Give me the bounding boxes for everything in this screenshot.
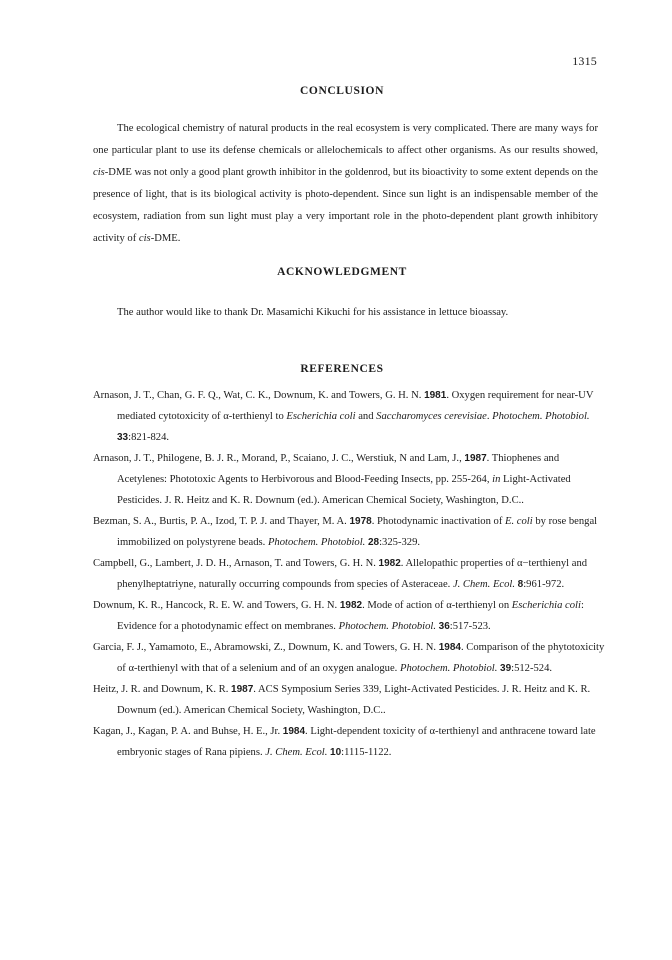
italic-text: cis xyxy=(138,232,151,244)
italic-text: Escherichia coli xyxy=(286,411,356,422)
italic-text: J. Chem. Ecol. xyxy=(265,747,328,758)
reference-year: 1984 xyxy=(438,642,461,653)
italic-text: Photochem. Photobiol. xyxy=(338,621,436,632)
reference-item: Arnason, J. T., Philogene, B. J. R., Morand, P., Scaiano, J. C., Werstiuk, N and Lam, J., 1987. Thiophenes and Acetylenes: Phototoxic Agents to Herbivorous and Blood-Feeding Insects, pp. 255-264, in Light-Activated Pesticides. J. R. Heitz and K. R. Downum (ed.). American Chemical Society, Washington, D.C.. xyxy=(93,453,571,506)
reference-year: 1987 xyxy=(231,684,254,695)
italic-text: Photochem. Photobiol. xyxy=(267,537,366,548)
italic-text: Escherichia coli xyxy=(511,600,581,611)
acknowledgment-heading: ACKNOWLEDGMENT xyxy=(277,265,407,278)
reference-item: Downum, K. R., Hancock, R. E. W. and Towers, G. H. N. 1982. Mode of action of α-terthienyl on Escherichia coli: Evidence for a photodynamic effect on membranes. Photochem. Photobiol. 36:517-523. xyxy=(93,600,584,632)
acknowledgment-paragraph: The author would like to thank Dr. Masamichi Kikuchi for his assistance in lettuce bioassay. xyxy=(117,306,509,318)
reference-volume: 10 xyxy=(330,747,342,758)
reference-volume: 36 xyxy=(438,621,450,632)
reference-volume: 28 xyxy=(367,537,380,548)
references-heading: REFERENCES xyxy=(300,362,384,375)
reference-year: 1981 xyxy=(424,390,447,401)
italic-text: E. coli xyxy=(505,516,533,527)
italic-text: in xyxy=(492,474,501,485)
reference-year: 1984 xyxy=(282,726,306,737)
reference-volume: 39 xyxy=(500,663,512,674)
italic-text: J. Chem. Ecol. xyxy=(452,579,516,590)
reference-item: Bezman, S. A., Burtis, P. A., Izod, T. P. J. and Thayer, M. A. 1978. Photodynamic inactivation of E. coli by rose bengal immobilized on polystyrene beads. Photochem. Photobiol. 28:325-329. xyxy=(93,516,598,548)
page-number: 1315 xyxy=(572,54,597,68)
reference-volume: 8 xyxy=(517,579,524,590)
italic-text: Saccharomyces cerevisiae xyxy=(376,411,487,422)
reference-item: Kagan, J., Kagan, P. A. and Buhse, H. E., Jr. 1984. Light-dependent toxicity of α-terthienyl and anthracene toward late embryonic stages of Rana pipiens. J. Chem. Ecol. 10:1115-1122. xyxy=(93,726,596,758)
conclusion-heading: CONCLUSION xyxy=(300,84,384,97)
reference-year: 1982 xyxy=(378,558,401,569)
reference-volume: 33 xyxy=(117,432,129,443)
italic-text: Photochem. Photobiol. xyxy=(399,663,498,674)
conclusion-paragraph: The ecological chemistry of natural products in the real ecosystem is very complicated. There are many ways for one particular plant to use its defense chemicals or allelochemicals to affect other organisms. As our results showed, cis-DME was not only a good plant growth inhibitor in the goldenrod, but its bioactivity to some extent depends on the presence of light, that is its biological activity is photo-dependent. Since sun light is an indispensable member of the ecosystem, radiation from sun light must play a very important role in the photo-dependent plant growth inhibitory activity of cis-DME. xyxy=(93,122,598,244)
references-list xyxy=(93,385,605,763)
reference-year: 1982 xyxy=(339,600,363,611)
reference-item: Heitz, J. R. and Downum, K. R. 1987. ACS Symposium Series 339, Light-Activated Pesticides. J. R. Heitz and K. R. Downum (ed.). American Chemical Society, Washington, D.C.. xyxy=(93,684,591,716)
reference-year: 1987 xyxy=(464,453,487,464)
reference-item: Campbell, G., Lambert, J. D. H., Arnason, T. and Towers, G. H. N. 1982. Allelopathic properties of α−terthienyl and phenylheptatriyne, naturally occurring compounds from species of Asteraceae. J. Chem. Ecol. 8:961-972. xyxy=(93,558,588,590)
reference-item: Garcia, F. J., Yamamoto, E., Abramowski, Z., Downum, K. and Towers, G. H. N. 1984. Comparison of the phytotoxicity of α-terthienyl with that of a selenium and of an oxygen analogue. Photochem. Photobiol. 39:512-524. xyxy=(93,642,605,674)
italic-text: Photochem. Photobiol. xyxy=(492,411,590,422)
reference-item: Arnason, J. T., Chan, G. F. Q., Wat, C. K., Downum, K. and Towers, G. H. N. 1981. Oxygen requirement for near-UV mediated cytotoxicity of α-terthienyl to Escherichia coli and Saccharomyces cerevisiae. Photochem. Photobiol. 33:821-824. xyxy=(93,390,594,443)
italic-text: cis xyxy=(93,166,105,178)
reference-year: 1978 xyxy=(349,516,372,527)
